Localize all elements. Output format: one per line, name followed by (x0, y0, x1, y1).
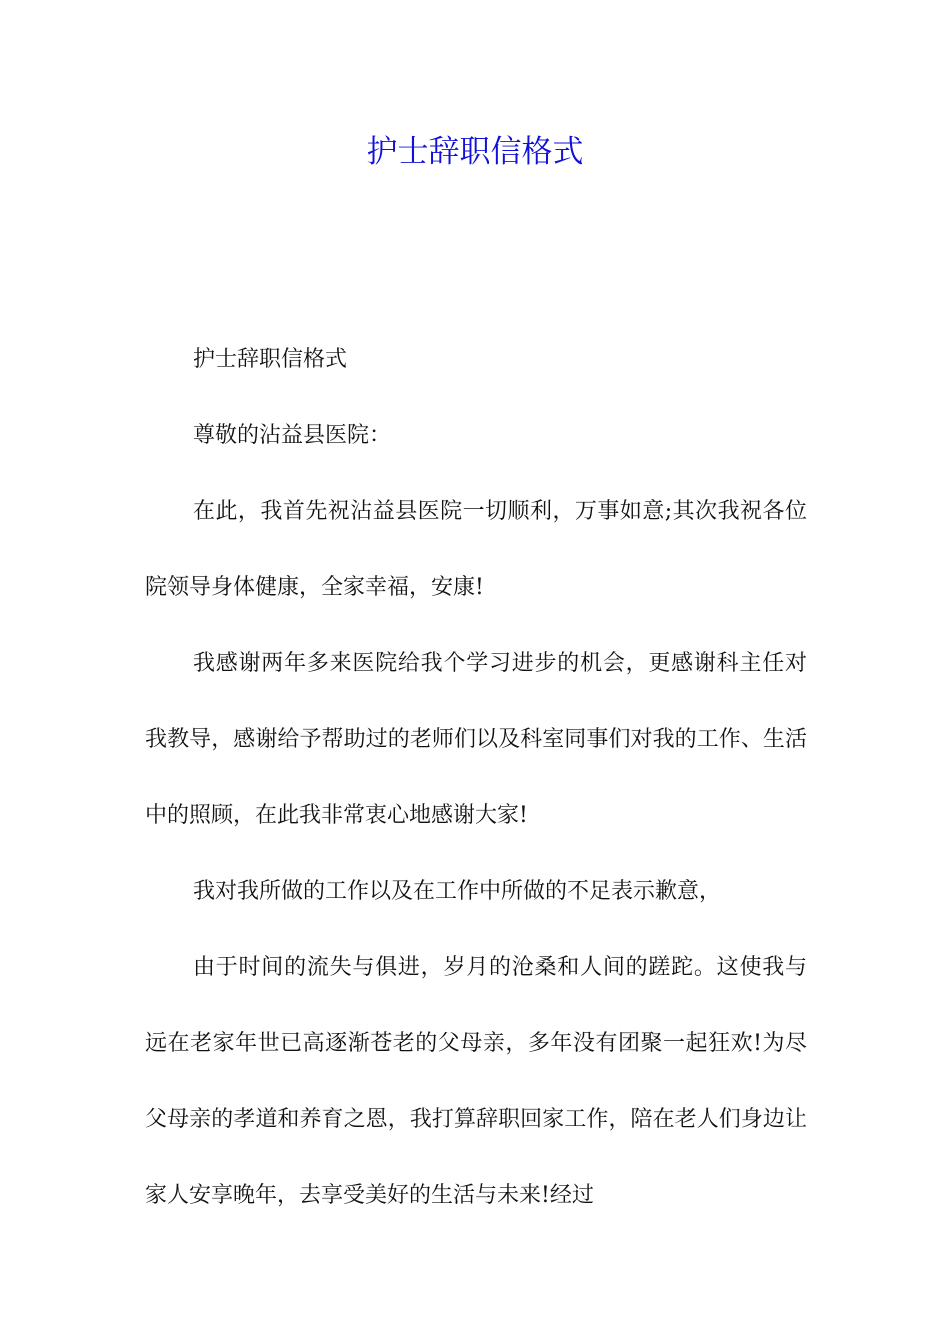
document-title: 护士辞职信格式 (366, 134, 584, 170)
paragraph-heading: 护士辞职信格式 (193, 347, 348, 372)
paragraph-greeting: 在此，我首先祝沾益县医院一切顺利，万事如意;其次我祝各位院领导身体健康，全家幸福，安康! (145, 499, 807, 600)
paragraph-reason: 由于时间的流失与俱进，岁月的沧桑和人间的蹉跎。这使我与远在老家年世已高逐渐苍老的父母亲，多年没有团聚一起狂欢!为尽父母亲的孝道和养育之恩，我打算辞职回家工作，陪在老人们身边让家人安享晚年，去享受美好的生活与未来!经过 (145, 955, 807, 1208)
document-body (145, 338, 807, 1250)
paragraph-apology: 我对我所做的工作以及在工作中所做的不足表示歉意， (193, 879, 722, 904)
paragraph-thanks: 我感谢两年多来医院给我个学习进步的机会，更感谢科主任对我教导，感谢给予帮助过的老师们以及科室同事们对我的工作、生活中的照顾，在此我非常衷心地感谢大家! (145, 651, 807, 828)
paragraph-salutation: 尊敬的沾益县医院： (193, 423, 392, 448)
